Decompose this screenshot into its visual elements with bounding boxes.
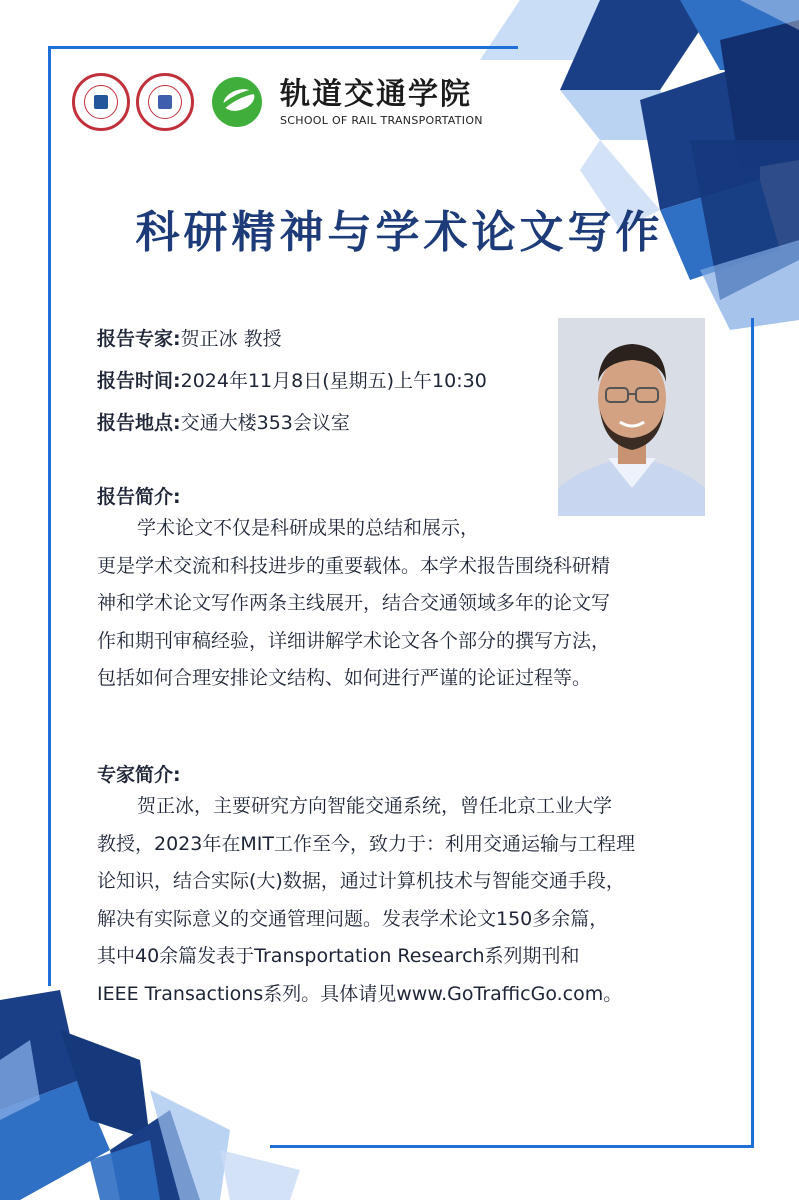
bio-heading: 专家简介:	[97, 764, 181, 786]
time-value: 2024年11月8日(星期五)上午10:30	[180, 370, 487, 392]
abstract-heading: 报告简介:	[97, 486, 181, 508]
poster-title: 科研精神与学术论文写作	[135, 207, 664, 258]
bio-line: 论知识，结合实际(大)数据，通过计算机技术与智能交通手段，	[97, 870, 625, 892]
school-name-cn: 轨道交通学院	[280, 76, 472, 112]
expert-value: 贺正冰 教授	[180, 328, 282, 350]
speaker-photo	[558, 318, 705, 516]
abstract-line: 神和学术论文写作两条主线展开，结合交通领域多年的论文写	[97, 592, 611, 614]
seal1-mark	[94, 95, 108, 109]
abstract-line: 作和期刊审稿经验，详细讲解学术论文各个部分的撰写方法，	[97, 629, 611, 652]
bio-line: 解决有实际意义的交通管理问题。发表学术论文150多余篇，	[97, 907, 609, 930]
seal2-mark	[158, 95, 172, 109]
abstract-line: 包括如何合理安排论文结构、如何进行严谨的论证过程等。	[97, 667, 592, 689]
college-seal-logo	[136, 73, 194, 131]
bio-body	[97, 788, 713, 1013]
place-row	[97, 402, 557, 444]
report-info	[97, 318, 557, 444]
time-label: 报告时间:	[97, 370, 181, 392]
school-name-block	[280, 78, 483, 127]
frame-top-line	[48, 46, 518, 49]
frame-right-line	[751, 318, 754, 1148]
frame-bottom-line	[270, 1145, 754, 1148]
bio-line: 教授，2023年在MIT工作至今，致力于：利用交通运输与工程理	[97, 832, 635, 855]
place-label: 报告地点:	[97, 412, 181, 434]
expert-row	[97, 318, 557, 360]
bio-line: 其中40余篇发表于Transportation Research系列期刊和	[97, 945, 580, 967]
bio-line: 贺正冰，主要研究方向智能交通系统，曾任北京工业大学	[137, 795, 613, 817]
school-name-en: SCHOOL OF RAIL TRANSPORTATION	[280, 113, 483, 127]
place-value: 交通大楼353会议室	[180, 412, 350, 434]
expert-label: 报告专家:	[97, 328, 181, 350]
rail-school-logo	[208, 73, 266, 131]
abstract-body	[97, 510, 713, 698]
frame-left-line	[48, 46, 51, 986]
university-seal-logo	[72, 73, 130, 131]
time-row	[97, 360, 557, 402]
abstract-line: 学术论文不仅是科研成果的总结和展示，	[137, 517, 480, 539]
abstract-line: 更是学术交流和科技进步的重要载体。本学术报告围绕科研精	[97, 554, 611, 577]
bio-line: IEEE Transactions系列。具体请见www.GoTrafficGo.com。	[97, 982, 623, 1005]
logo-bar	[72, 72, 483, 132]
